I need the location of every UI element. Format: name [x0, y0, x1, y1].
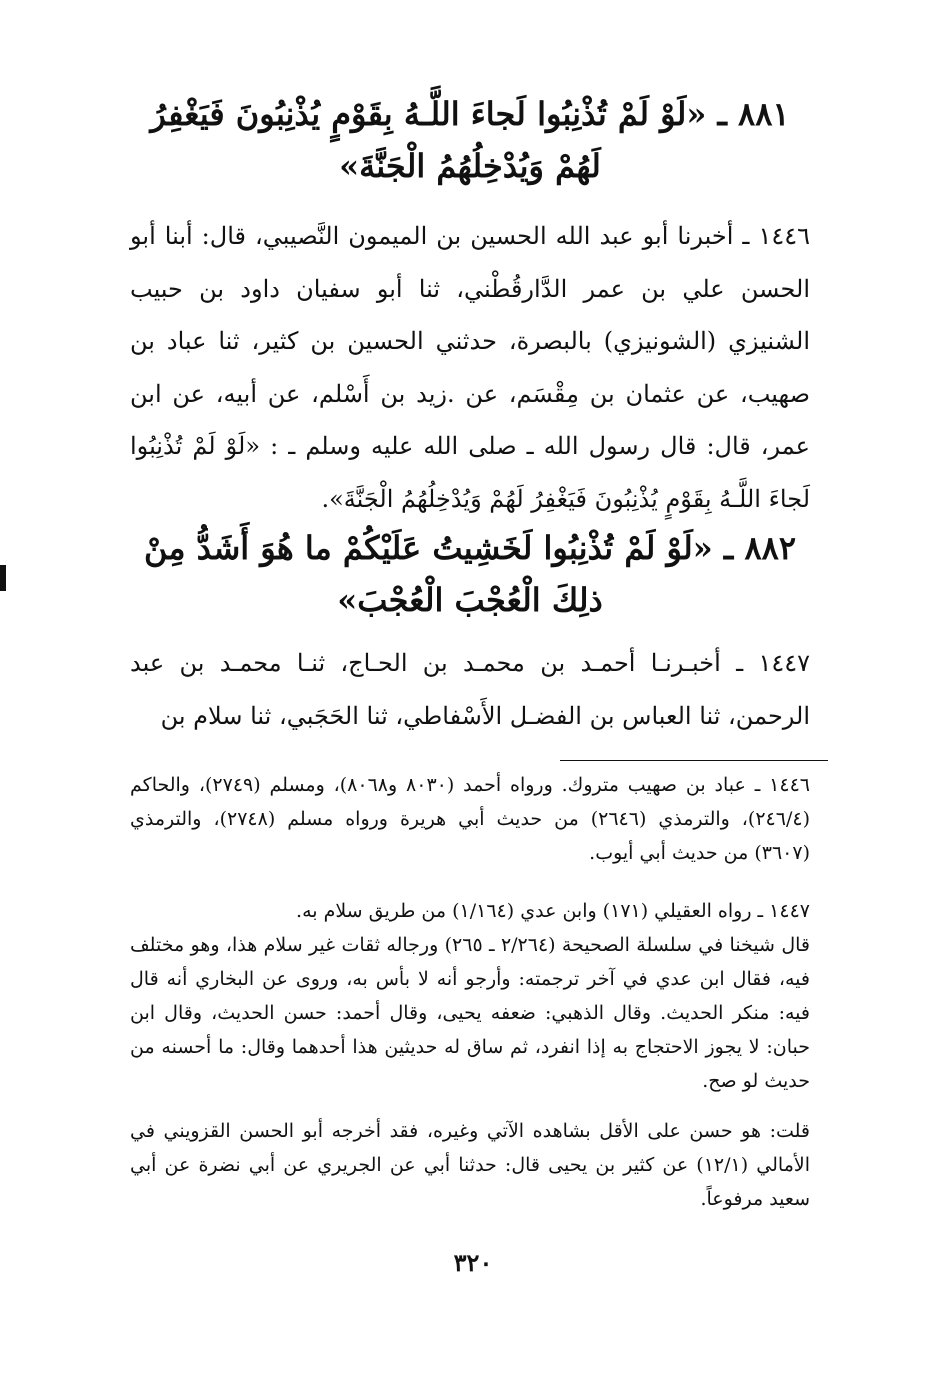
footnote-1446: ١٤٤٦ ـ عباد بن صهيب متروك. ورواه أحمد (٨٠٣٠ و٨٠٦٨)، ومسلم (٢٧٤٩)، والحاكم (٢٤٦/٤)، والترمذي (٢٦٤٦) من حديث أبي هريرة ورواه مسلم (٢٧٤٨)، والترمذي (٣٦٠٧) من حديث أبي أيوب.	[130, 774, 810, 864]
narration-paragraph-1446: ١٤٤٦ ـ أخبرنا أبو عبد الله الحسين بن الميمون النَّصيبي، قال: أبنا أبو الحسن علي بن عمر الدَّارقُطْني، ثنا أبو سفيان داود بن حبيب الشنيزي (الشونيزي) بالبصرة، حدثني الحسين بن كثير، ثنا عباد بن صهيب، عن عثمان بن مِقْسَم، عن .زيد بن أَسْلم، عن أبيه، عن ابن عمر، قال: قال رسول الله ـ صلى الله عليه وسلم ـ : «لَوْ لَمْ تُذْنِبُوا لَجاءَ اللَّـهُ بِقَوْمٍ يُذْنِبُونَ فَيَغْفِرُ لَهُمْ وَيُدْخِلُهُمُ الْجَنَّةَ».	[130, 222, 811, 513]
footnote-1447-source: ١٤٤٧ ـ رواه العقيلي (١٧١) وابن عدي (١/١٦٤) من طريق سلام به.	[296, 900, 810, 922]
hadith-heading-881: ٨٨١ ـ «لَوْ لَمْ تُذْنِبُوا لَجاءَ اللَّـهُ بِقَوْمٍ يُذْنِبُونَ فَيَغْفِرُ لَهُمْ وَيُدْخِلُهُمُ الْجَنَّةَ»	[150, 95, 790, 185]
footnote-separator	[560, 760, 828, 761]
hadith-heading-882: ٨٨٢ ـ «لَوْ لَمْ تُذْنِبُوا لَخَشِيتُ عَلَيْكُمْ ما هُوَ أَشَدُّ مِنْ ذلِكَ الْعُجْبَ الْعُجْبَ»	[144, 529, 796, 619]
footnote-1447-commentary: قال شيخنا في سلسلة الصحيحة (٢/٢٦٤ ـ ٢٦٥) ورجاله ثقات غير سلام هذا، وهو مختلف فيه، فقال ابن عدي في آخر ترجمته: وأرجو أنه لا بأس به، وروى عن البخاري أنه قال فيه: منكر الحديث. وقال الذهبي: ضعفه يحيى، وقال أحمد: حسن الحديث، وقال ابن حبان: لا يجوز الاحتجاج به إذا انفرد، ثم ساق له حديثين هذا أحدهما وقال: ما أحسنه من حديث لو صح.	[130, 934, 810, 1092]
narration-paragraph-1447: ١٤٤٧ ـ أخبـرنـا أحمـد بن محمـد بن الحـاج، ثنـا محمـد بن عبد الرحمن، ثنا العباس بن الفضـل الأَسْفاطي، ثنا الحَجَبي، ثنا سلام بن	[130, 649, 810, 730]
margin-mark	[0, 565, 6, 591]
footnote-1447-note: قلت: هو حسن على الأقل بشاهده الآتي وغيره، فقد أخرجه أبو الحسن القزويني في الأمالي (١٢/١) عن كثير بن يحيى قال: حدثنا أبي عن الجريري عن أبي نضرة عن أبي سعيد مرفوعاً.	[130, 1120, 810, 1210]
page-number: ٣٢٠	[453, 1248, 493, 1277]
